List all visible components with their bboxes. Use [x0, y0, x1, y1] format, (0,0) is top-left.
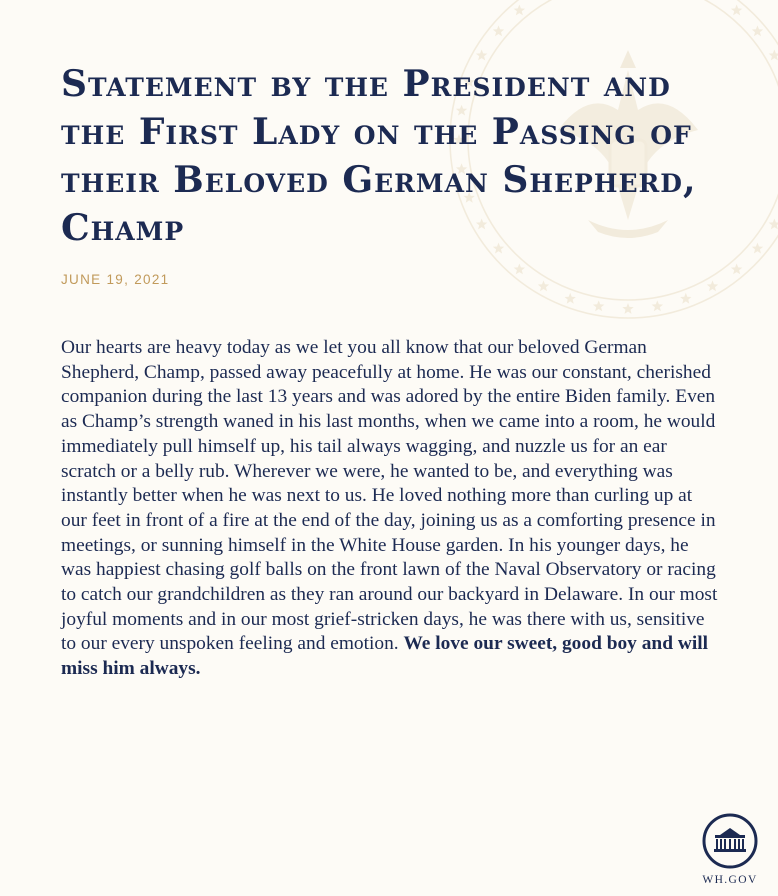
- seal-star: [476, 50, 487, 61]
- statement-body-text: Our hearts are heavy today as we let you all know that our beloved German Shepherd, Champ, passed away peacefully at home. He was our constant, cherished companion during the last 13 years and was adored by the entire Biden family. Even as Champ’s strength waned in his last months, when we came into a room, he would immediately pull himself up, his tail always wagging, and nuzzle us for an ear scratch or a belly rub. Wherever we were, he wanted to be, and everything was instantly better when he was next to us. He loved nothing more than curling up at our feet in front of a fire at the end of the day, joining us as a comforting presence in meetings, or sunning himself in the White House garden. In his younger days, he was happiest chasing golf balls on the front lawn of the Naval Observatory or racing to catch our grandchildren as they ran around our backyard in Delaware. In our most joyful moments and in our most grief-stricken days, he was there with us, sensitive to our every unspoken feeling and emotion.: [61, 337, 718, 655]
- seal-star: [731, 5, 742, 16]
- seal-star: [538, 280, 549, 291]
- seal-star: [622, 303, 633, 314]
- statement-body: [61, 336, 721, 682]
- seal-star: [731, 264, 742, 275]
- wh-gov-label: WH.GOV: [702, 874, 758, 886]
- seal-star: [769, 219, 778, 230]
- statement-title: Statement by the President and the First Lady on the Passing of their Beloved German Shepherd, Champ: [61, 63, 697, 249]
- seal-star: [493, 25, 504, 36]
- seal-star: [752, 243, 763, 254]
- seal-star: [565, 293, 576, 304]
- seal-star: [707, 280, 718, 291]
- seal-star: [680, 293, 691, 304]
- white-house-icon: [701, 812, 759, 870]
- seal-star: [652, 300, 664, 311]
- seal-star: [514, 5, 525, 16]
- seal-star: [769, 50, 778, 61]
- statement-body-emphasis: We love our sweet, good boy and will miss him always.: [61, 633, 709, 680]
- seal-star: [752, 25, 763, 36]
- wh-gov-logo[interactable]: [693, 812, 767, 886]
- statement-date: JUNE 19, 2021: [61, 272, 170, 287]
- seal-star: [514, 264, 525, 275]
- seal-star: [593, 300, 605, 311]
